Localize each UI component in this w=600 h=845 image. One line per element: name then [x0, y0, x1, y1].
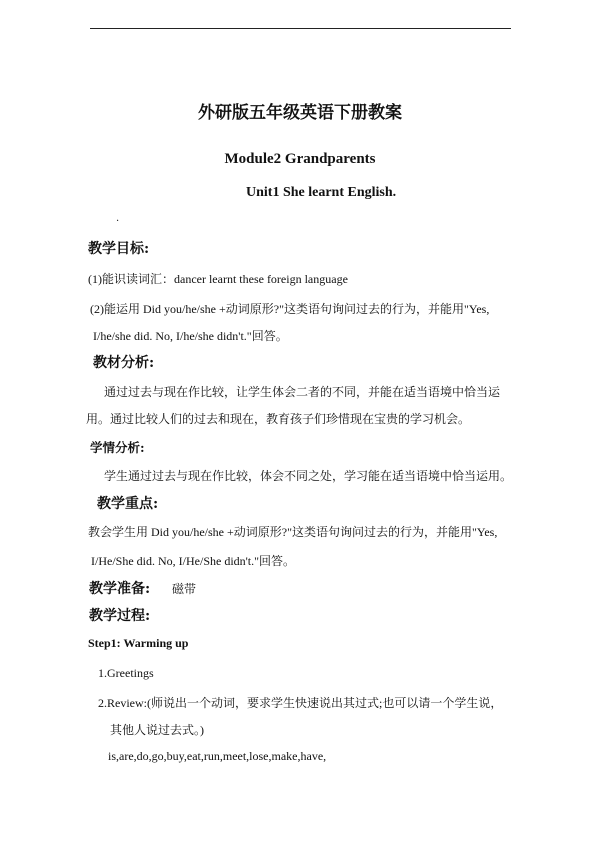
process-heading: 教学过程:: [89, 608, 151, 624]
process-item-2-line-1: 2.Review:(师说出一个动词，要求学生快速说出其过式;也可以请一个学生说，: [98, 696, 503, 710]
header-rule: [90, 28, 511, 29]
key-points-line-1: 教会学生用 Did you/he/she +动词原形?"这类语句询问过去的行为，并能用"Yes,: [88, 525, 498, 539]
prep-heading: 教学准备:: [89, 581, 151, 597]
analysis-line-2: 用。通过比较人们的过去和现在，教育孩子们珍惜现在宝贵的学习机会。: [86, 412, 471, 426]
key-points-heading: 教学重点:: [97, 496, 159, 512]
unit-heading: Unit1 She learnt English.: [246, 185, 397, 200]
step-1-heading: Step1: Warming up: [88, 636, 189, 650]
objectives-item-1: (1)能识读词汇：dancer learnt these foreign language: [88, 272, 348, 286]
objectives-heading: 教学目标:: [88, 241, 150, 257]
process-item-2-line-2: 其他人说过去式。): [110, 723, 204, 737]
module-heading: Module2 Grandparents: [224, 151, 376, 167]
objectives-item-2-line-1: (2)能运用 Did you/he/she +动词原形?"这类语句询问过去的行为，并能用"Yes,: [90, 302, 490, 316]
analysis-heading: 教材分析:: [93, 355, 155, 371]
verb-list: is,are,do,go,buy,eat,run,meet,lose,make,have,: [108, 749, 327, 763]
stray-dot: .: [116, 213, 120, 224]
process-item-1: 1.Greetings: [98, 666, 154, 680]
student-analysis-line-1: 学生通过过去与现在作比较，体会不同之处，学习能在适当语境中恰当运用。: [104, 469, 513, 483]
document-title: 外研版五年级英语下册教案: [198, 103, 402, 123]
analysis-line-1: 通过过去与现在作比较，让学生体会二者的不同，并能在适当语境中恰当运: [104, 385, 501, 399]
prep-value: 磁带: [172, 582, 197, 596]
objectives-item-2-line-2: I/he/she did. No, I/he/she didn't."回答。: [93, 329, 288, 343]
key-points-line-2: I/He/She did. No, I/He/She didn't."回答。: [91, 554, 296, 568]
student-analysis-heading: 学情分析:: [90, 440, 145, 455]
